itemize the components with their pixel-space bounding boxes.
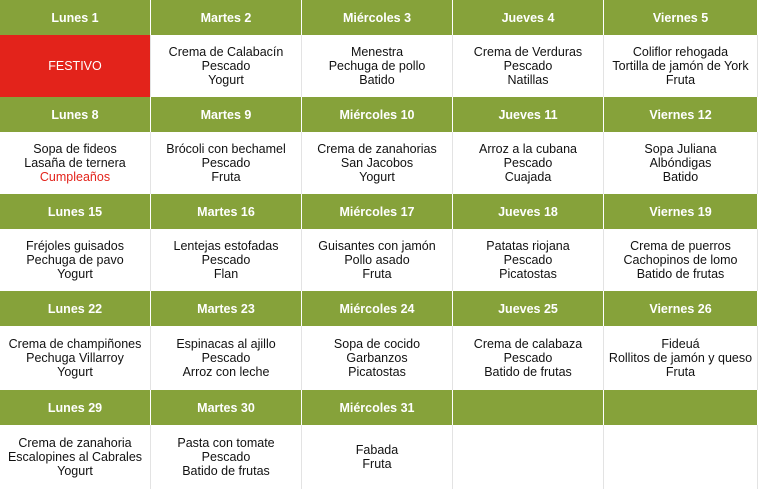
menu-item: Pescado xyxy=(201,58,251,73)
menu-item: Picatostas xyxy=(348,365,406,380)
menu-item: Batido xyxy=(662,170,699,185)
menu-item: Crema de Calabacín xyxy=(168,44,284,59)
menu-item: Pechuga de pavo xyxy=(26,252,124,267)
day-header: Lunes 29 xyxy=(0,390,151,425)
menu-item: Fréjoles guisados xyxy=(26,238,124,253)
day-header: Martes 30 xyxy=(151,390,302,425)
menu-item: Lasaña de ternera xyxy=(24,155,126,170)
menu-item: Arroz con leche xyxy=(182,365,270,380)
day-menu-cell xyxy=(453,35,604,97)
day-menu-cell xyxy=(0,229,151,291)
menu-item: Crema de Verduras xyxy=(473,44,583,59)
day-menu-cell xyxy=(604,229,758,291)
menu-item: Lentejas estofadas xyxy=(173,238,279,253)
menu-item: Guisantes con jamón xyxy=(318,238,436,253)
day-header: Jueves 11 xyxy=(453,97,604,132)
birthday-note: Cumpleaños xyxy=(39,170,111,185)
menu-item: Sopa Juliana xyxy=(644,141,717,156)
menu-item: Arroz a la cubana xyxy=(479,141,577,156)
holiday-cell xyxy=(0,35,151,97)
menu-item: Pescado xyxy=(201,449,251,464)
menu-item: Fruta xyxy=(211,170,241,185)
menu-item: Coliflor rehogada xyxy=(632,44,729,59)
day-header: Miércoles 31 xyxy=(302,390,453,425)
day-menu-cell xyxy=(453,229,604,291)
day-menu-cell xyxy=(151,326,302,390)
menu-item: Natillas xyxy=(507,73,549,88)
menu-item: Pescado xyxy=(503,252,553,267)
day-menu-cell xyxy=(151,132,302,194)
day-header: Jueves 25 xyxy=(453,291,604,326)
day-header: Martes 9 xyxy=(151,97,302,132)
menu-item: Sopa de cocido xyxy=(333,336,421,351)
menu-item: Escalopines al Cabrales xyxy=(7,449,143,464)
menu-item: Patatas riojana xyxy=(486,238,570,253)
day-menu-cell xyxy=(302,425,453,489)
menu-item: Fruta xyxy=(665,365,696,380)
day-header: Miércoles 24 xyxy=(302,291,453,326)
day-header: Martes 2 xyxy=(151,0,302,35)
menu-item: Garbanzos xyxy=(346,350,408,365)
day-header: Lunes 8 xyxy=(0,97,151,132)
day-menu-cell xyxy=(151,425,302,489)
day-menu-cell xyxy=(302,35,453,97)
menu-item: Fabada xyxy=(355,442,399,457)
day-menu-cell xyxy=(604,326,758,390)
menu-item: Fruta xyxy=(362,457,392,471)
menu-item: Pescado xyxy=(503,58,553,73)
menu-item: Espinacas al ajillo xyxy=(176,336,276,351)
day-header: Jueves 4 xyxy=(453,0,604,35)
menu-item: Fideuá xyxy=(661,336,700,351)
menu-item: Brócoli con bechamel xyxy=(166,141,286,156)
menu-item: Flan xyxy=(213,267,239,282)
menu-item: Yogurt xyxy=(57,365,93,380)
menu-item: Yogurt xyxy=(208,73,244,88)
empty-cell xyxy=(453,425,604,489)
menu-item: Yogurt xyxy=(57,464,93,479)
day-header: Martes 16 xyxy=(151,194,302,229)
menu-item: Batido de frutas xyxy=(636,267,725,282)
day-menu-cell xyxy=(302,229,453,291)
day-header: Miércoles 10 xyxy=(302,97,453,132)
menu-item: Pollo asado xyxy=(344,252,410,267)
empty-header xyxy=(453,390,604,425)
menu-item: Rollitos de jamón y queso xyxy=(608,350,753,365)
menu-item: Pechuga Villarroy xyxy=(26,350,124,365)
day-menu-cell xyxy=(0,326,151,390)
day-header: Jueves 18 xyxy=(453,194,604,229)
day-header: Viernes 26 xyxy=(604,291,758,326)
day-header: Lunes 1 xyxy=(0,0,151,35)
menu-item: Batido de frutas xyxy=(484,365,572,380)
menu-item: Crema de zanahoria xyxy=(18,435,132,450)
day-menu-cell xyxy=(453,132,604,194)
menu-item: Cachopinos de lomo xyxy=(623,252,738,267)
day-header: Lunes 15 xyxy=(0,194,151,229)
day-menu-cell xyxy=(604,132,758,194)
holiday-label: FESTIVO xyxy=(48,58,102,73)
menu-item: Picatostas xyxy=(499,267,557,282)
menu-item: Cuajada xyxy=(504,170,552,185)
menu-item: Fruta xyxy=(362,267,392,282)
day-menu-cell xyxy=(0,132,151,194)
day-header: Miércoles 17 xyxy=(302,194,453,229)
menu-item: Pescado xyxy=(503,155,553,170)
menu-item: Tortilla de jamón de York xyxy=(612,58,749,73)
day-menu-cell xyxy=(453,326,604,390)
menu-item: Crema de zanahorias xyxy=(317,141,437,156)
day-menu-cell xyxy=(604,35,758,97)
day-header: Miércoles 3 xyxy=(302,0,453,35)
menu-item: Pescado xyxy=(503,350,553,365)
menu-item: Pescado xyxy=(201,252,251,267)
menu-item: Menestra xyxy=(350,44,404,59)
menu-item: Pescado xyxy=(201,155,251,170)
day-menu-cell xyxy=(151,35,302,97)
day-header: Viernes 12 xyxy=(604,97,758,132)
menu-item: Crema de champiñones xyxy=(8,336,142,351)
day-menu-cell xyxy=(302,132,453,194)
menu-item: Albóndigas xyxy=(649,155,712,170)
day-menu-cell xyxy=(0,425,151,489)
menu-item: Crema de puerros xyxy=(630,238,731,253)
menu-item: Yogurt xyxy=(57,267,93,282)
day-header: Viernes 19 xyxy=(604,194,758,229)
day-header: Martes 23 xyxy=(151,291,302,326)
menu-item: San Jacobos xyxy=(340,155,414,170)
menu-item: Sopa de fideos xyxy=(33,141,117,156)
day-menu-cell xyxy=(302,326,453,390)
menu-item: Fruta xyxy=(665,73,696,88)
menu-item: Pechuga de pollo xyxy=(328,58,426,73)
menu-item: Pescado xyxy=(201,350,251,365)
day-header: Lunes 22 xyxy=(0,291,151,326)
day-header: Viernes 5 xyxy=(604,0,758,35)
menu-item: Batido de frutas xyxy=(182,464,270,479)
empty-header xyxy=(604,390,758,425)
menu-item: Yogurt xyxy=(359,170,395,185)
menu-item: Crema de calabaza xyxy=(473,336,583,351)
day-menu-cell xyxy=(151,229,302,291)
menu-item: Batido xyxy=(359,73,395,88)
menu-item: Pasta con tomate xyxy=(177,435,275,450)
empty-cell xyxy=(604,425,758,489)
